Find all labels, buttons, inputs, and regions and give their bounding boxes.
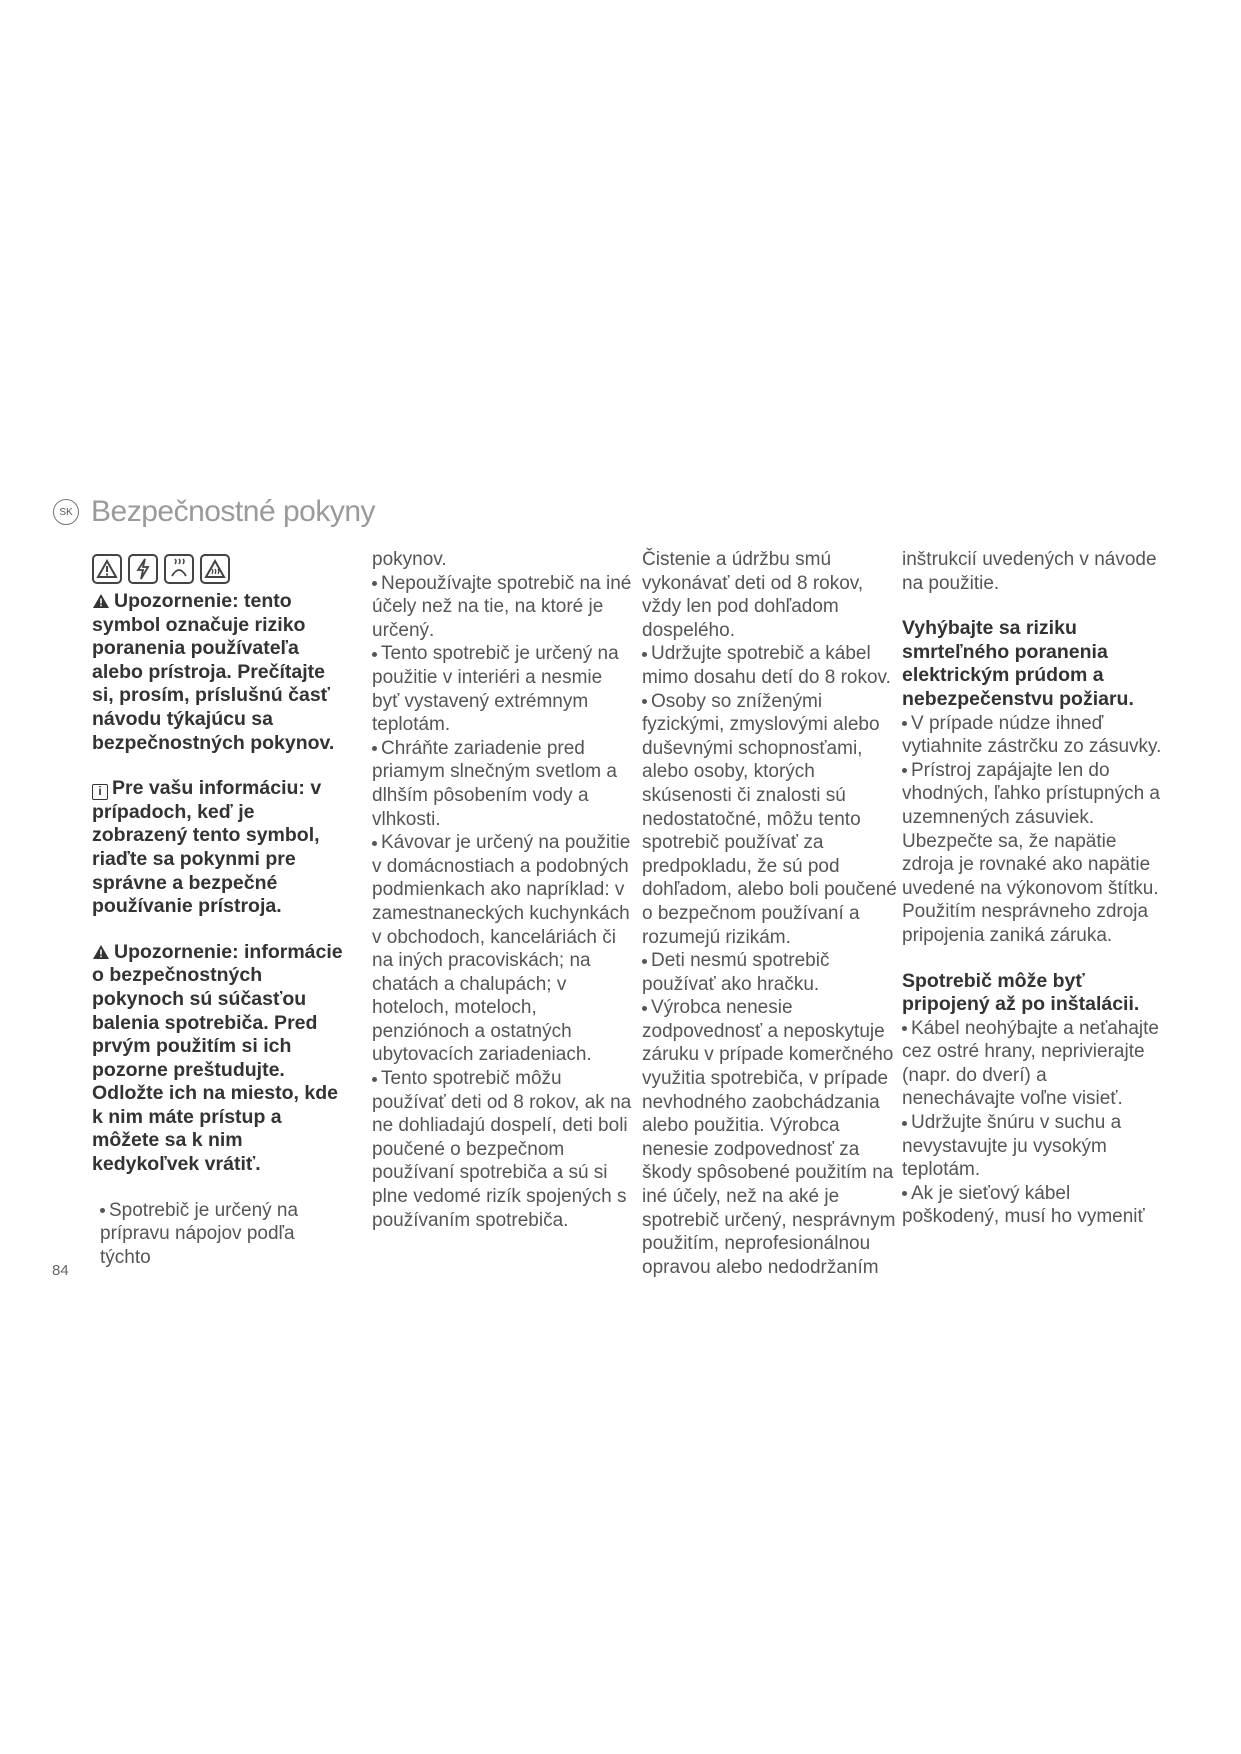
page-number: 84 bbox=[52, 1262, 69, 1279]
continued-text: inštrukcií uvedených v návode na použitie. bbox=[902, 549, 1157, 594]
warning-paragraph-1: Upozornenie: tento symbol označuje riziko poranenia používateľa alebo prístroja. Prečítajte si, prosím, príslušnú časť návodu týkajúcu sa bezpečnostných pokynov. bbox=[92, 590, 335, 754]
warning-paragraph-2: Upozornenie: informácie o bezpečnostných pokynoch sú súčasťou balenia spotrebiča. Pred prvým použitím si ich pozorne preštudujte. Odložte ich na miesto, kde k nim máte prístup a môžete sa k nim kedykoľvek vrátiť. bbox=[92, 940, 343, 1176]
section-heading: Spotrebič môže byť pripojený až po inštalácii. bbox=[902, 969, 1140, 1016]
warning-icon bbox=[92, 554, 122, 584]
warning-triangle-icon bbox=[92, 593, 110, 609]
bullet-item: Udržujte spotrebič a kábel mimo dosahu detí do 8 rokov. bbox=[642, 643, 891, 688]
bullet-item: Kávovar je určený na použitie v domácnostiach a podobných podmienkach ako napríklad: v zamestnaneckých kuchynkách v obchodoch, kanceláriách či na iných pracoviskách; na chatách a chalupách; v hoteloch, moteloch, penziónoch a ostatných ubytovacích zariadeniach. bbox=[372, 832, 631, 1066]
bullet-item: Chráňte zariadenie pred priamym slnečným svetlom a dlhším pôsobením vody a vlhkosti. bbox=[372, 737, 617, 830]
paragraph: Čistenie a údržbu smú vykonávať deti od 8 rokov, vždy len pod dohľadom dospelého. bbox=[642, 549, 864, 641]
column-1 bbox=[92, 554, 347, 1269]
bullet-item: Výrobca nenesie zodpovednosť a neposkytuje záruku v prípade komerčného využitia spotrebiča, v prípade nevhodného zaobchádzania alebo použitia. Výrobca nenesie zodpovednosť za škody spôsobené použitím na iné účely, než na aké je spotrebič určený, nesprávnym použitím, neprofesionálnou opravou alebo nedodržaním bbox=[642, 997, 896, 1278]
bullet-item: Tento spotrebič môžu používať deti od 8 rokov, ak na ne dohliadajú dospelí, deti boli poučené o bezpečnom používaní spotrebiča a sú si plne vedomé rizík spojených s používaním spotrebiča. bbox=[372, 1068, 632, 1231]
bullet-item: Kábel neohýbajte a neťahajte cez ostré hrany, neprivierajte (napr. do dverí) a nenechávajte voľne visieť. bbox=[902, 1017, 1159, 1110]
bullet-item: Ak je sieťový kábel poškodený, musí ho vymeniť bbox=[902, 1182, 1145, 1228]
bullet-item: Nepoužívajte spotrebič na iné účely než na tie, na ktoré je určený. bbox=[372, 572, 632, 641]
bullet-item: Tento spotrebič je určený na použitie v interiéri a nesmie byť vystavený extrémnym teplotám. bbox=[372, 643, 619, 736]
bullet-item: Spotrebič je určený na prípravu nápojov podľa týchto bbox=[100, 1199, 299, 1268]
bullet-item: Udržujte šnúru v suchu a nevystavujte ju vysokým teplotám. bbox=[902, 1112, 1122, 1181]
column-4 bbox=[902, 548, 1162, 1229]
burn-hazard-icon bbox=[164, 554, 194, 584]
hot-surface-icon bbox=[200, 554, 230, 584]
electric-shock-icon bbox=[128, 554, 158, 584]
symbol-icons bbox=[92, 554, 347, 584]
column-3 bbox=[642, 548, 902, 1279]
page-header bbox=[53, 494, 375, 530]
bullet-item: Prístroj zapájajte len do vhodných, ľahko prístupných a uzemnených zásuviek. Ubezpečte sa, že napätie zdroja je rovnaké ako napätie uvedené na výkonovom štítku. Použitím nesprávneho zdroja pripojenia zaniká záruka. bbox=[902, 759, 1160, 946]
warning-triangle-icon bbox=[92, 944, 110, 960]
info-icon: i bbox=[92, 784, 108, 800]
column-2 bbox=[372, 548, 632, 1232]
continued-text: pokynov. bbox=[372, 549, 447, 570]
bullet-item: Deti nesmú spotrebič používať ako hračku. bbox=[642, 950, 830, 995]
page-title: Bezpečnostné pokyny bbox=[91, 495, 376, 528]
language-badge: SK bbox=[53, 499, 79, 525]
info-paragraph: i Pre vašu informáciu: v prípadoch, keď je zobrazený tento symbol, riaďte sa pokynmi pre správne a bezpečné používanie prístroja. bbox=[92, 777, 322, 918]
section-heading: Vyhýbajte sa riziku smrteľného poranenia elektrickým prúdom a nebezpečenstvu požiaru. bbox=[902, 617, 1134, 710]
bullet-item: Osoby so zníženými fyzickými, zmyslovými alebo duševnými schopnosťami, alebo osoby, ktorých skúsenosti či znalosti sú nedostatočné, môžu tento spotrebič používať za predpokladu, že sú pod dohľadom, alebo boli poučené o bezpečnom používaní a rozumejú rizikám. bbox=[642, 690, 897, 948]
bullet-item: V prípade núdze ihneď vytiahnite zástrčku zo zásuvky. bbox=[902, 712, 1162, 758]
